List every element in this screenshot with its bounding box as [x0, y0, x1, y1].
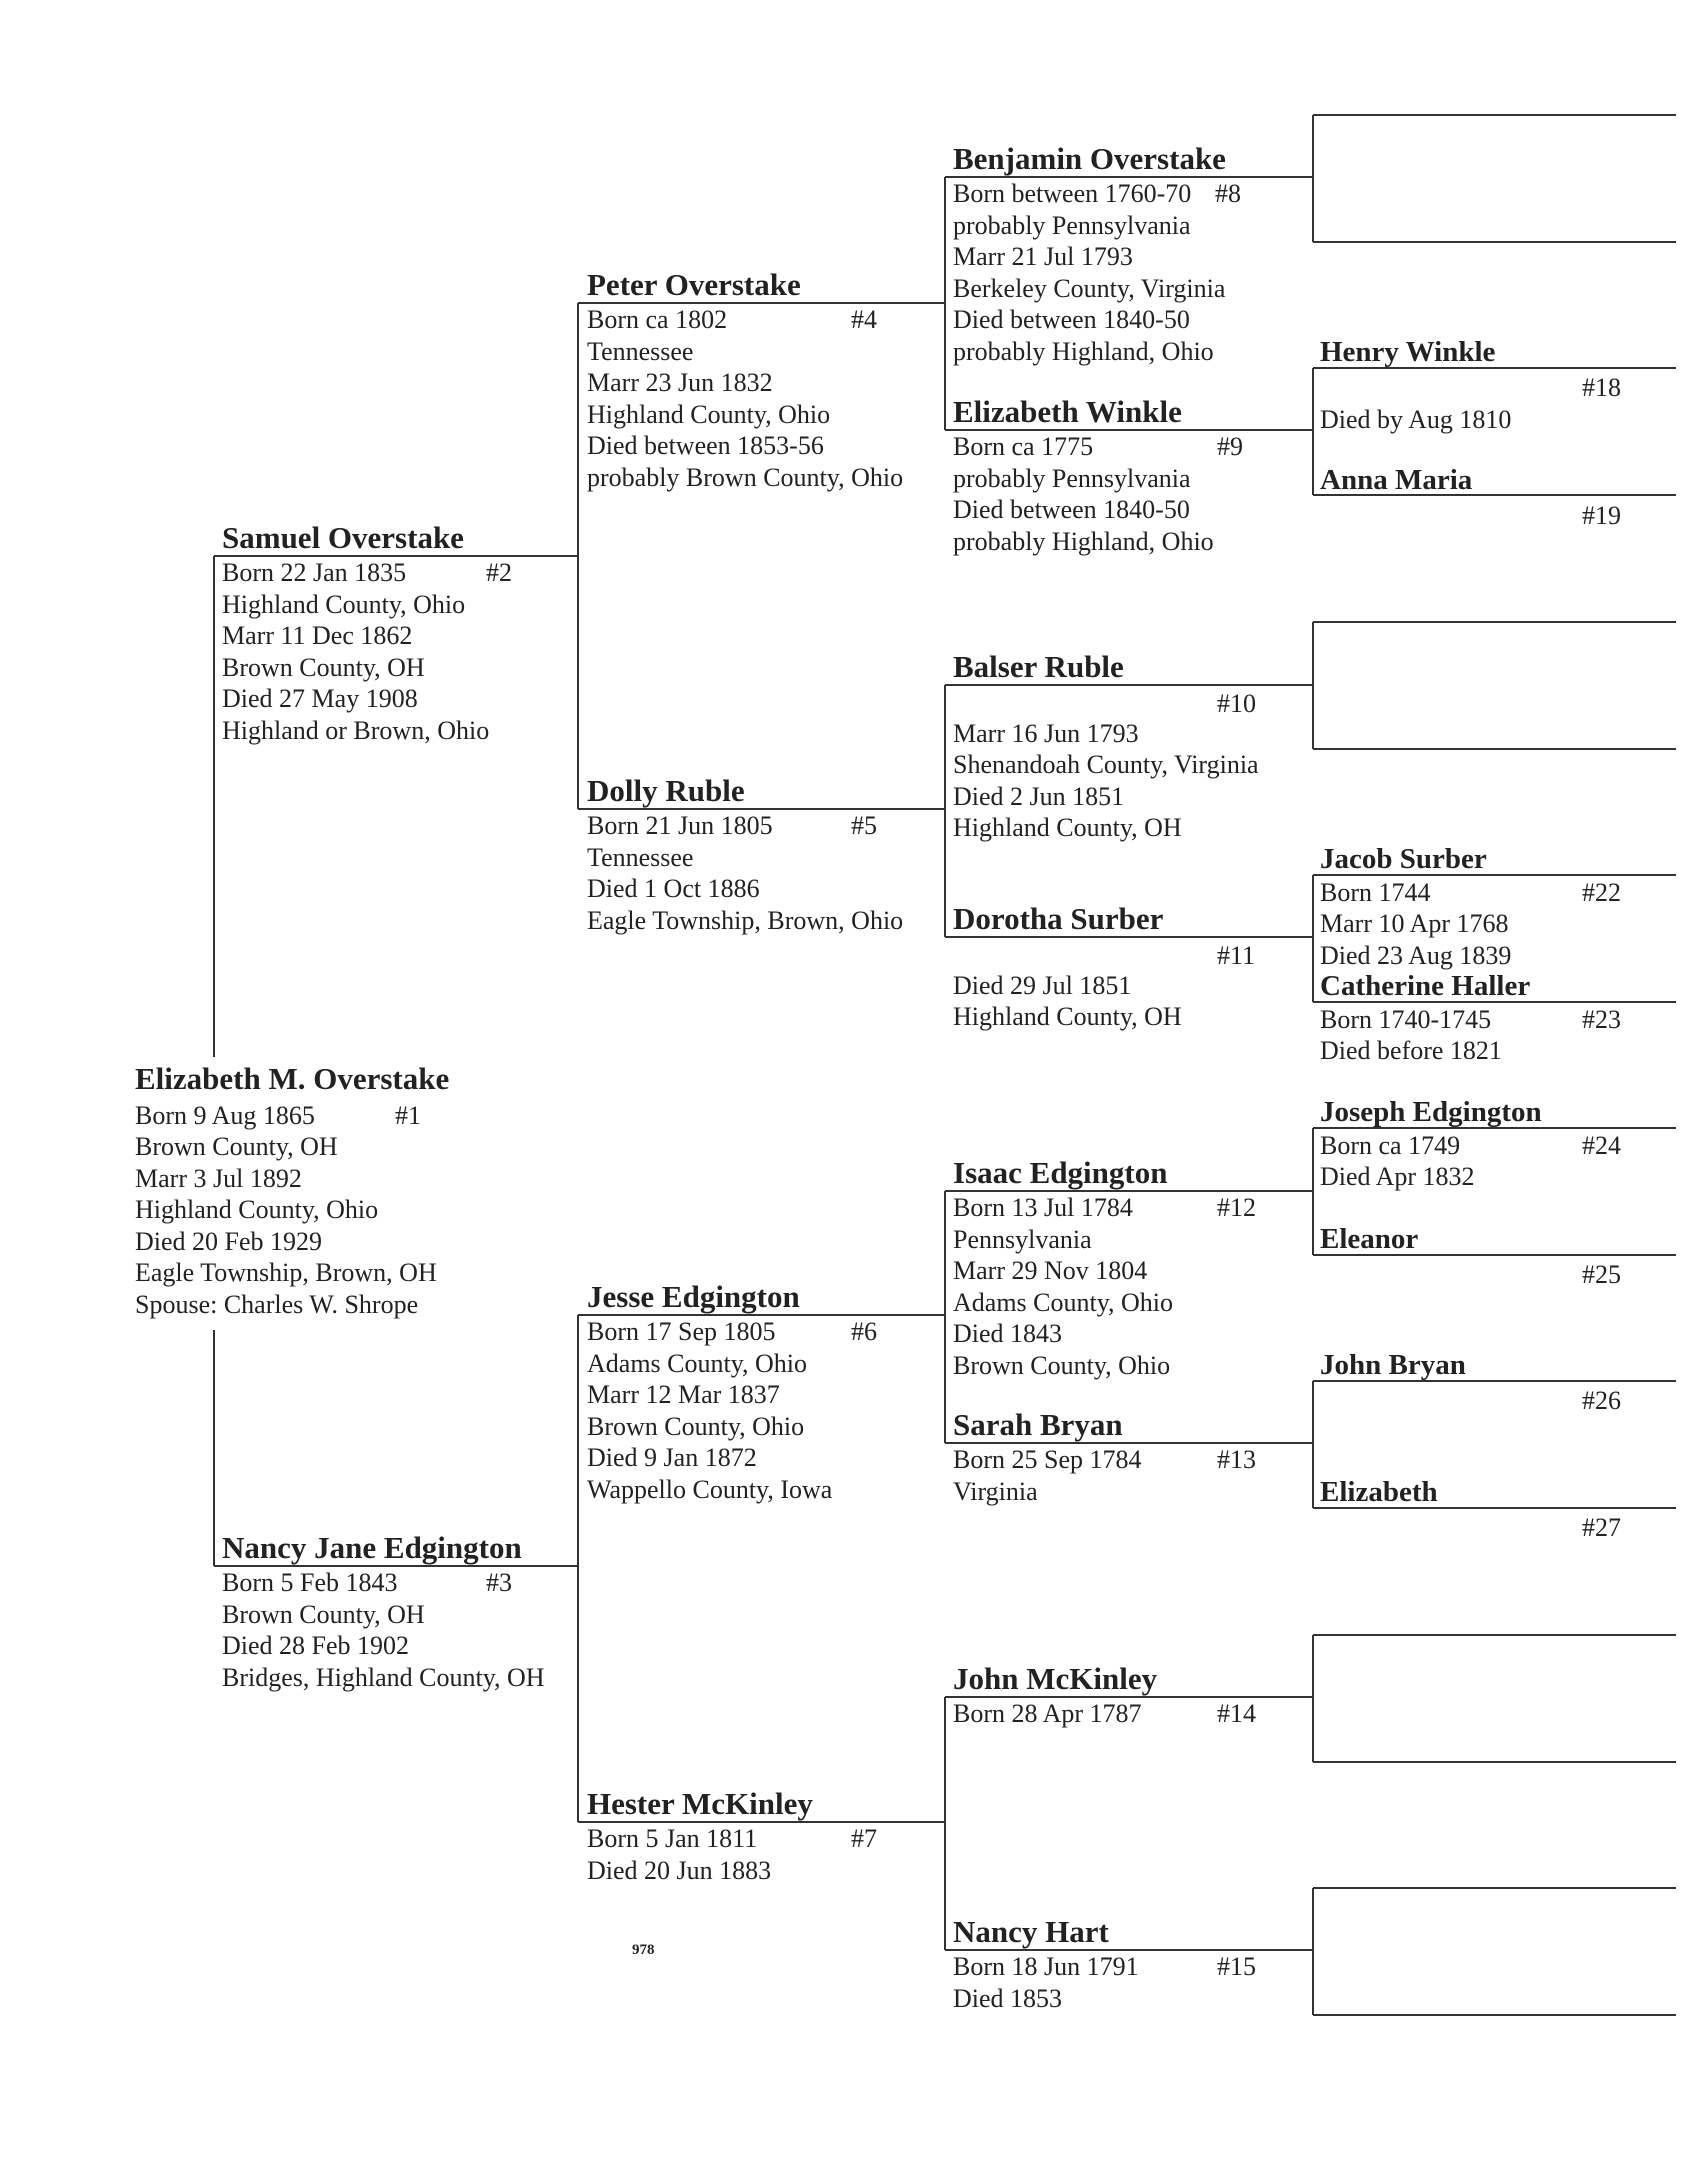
person-4-name: Peter Overstake [587, 267, 801, 302]
person-2-line: Died 27 May 1908 [222, 684, 418, 713]
person-11-number: #11 [1217, 941, 1256, 970]
person-10-line: Died 2 Jun 1851 [953, 782, 1125, 811]
person-26-number: #26 [1582, 1386, 1621, 1415]
person-11-line: Highland County, OH [953, 1002, 1182, 1031]
person-4-line: Died between 1853-56 [587, 431, 824, 460]
person-12-line: Adams County, Ohio [953, 1288, 1174, 1317]
person-2-line: Highland or Brown, Ohio [222, 716, 490, 745]
person-23-line: Died before 1821 [1320, 1036, 1502, 1065]
person-3-line: Born 5 Feb 1843 [222, 1568, 398, 1597]
person-18-line: Died by Aug 1810 [1320, 405, 1512, 434]
person-7-number: #7 [851, 1824, 877, 1853]
person-4-line: Born ca 1802 [587, 305, 728, 334]
person-22-number: #22 [1582, 878, 1621, 907]
person-9-name: Elizabeth Winkle [953, 394, 1182, 429]
person-12-line: Marr 29 Nov 1804 [953, 1256, 1148, 1285]
person-13-line: Born 25 Sep 1784 [953, 1445, 1142, 1474]
person-6-name: Jesse Edgington [587, 1279, 800, 1314]
page-number: 978 [632, 1942, 655, 1958]
person-12-line: Born 13 Jul 1784 [953, 1193, 1133, 1222]
person-15-name: Nancy Hart [953, 1914, 1109, 1949]
person-19-name: Anna Maria [1320, 464, 1473, 496]
person-26-name: John Bryan [1320, 1349, 1466, 1381]
person-8-line: Berkeley County, Virginia [953, 274, 1226, 303]
person-1-line: Born 9 Aug 1865 [135, 1101, 315, 1130]
person-2-line: Brown County, OH [222, 653, 425, 682]
person-6-line: Adams County, Ohio [587, 1349, 808, 1378]
person-3-line: Bridges, Highland County, OH [222, 1663, 545, 1692]
person-5-line: Eagle Township, Brown, Ohio [587, 906, 904, 935]
person-9-line: Died between 1840-50 [953, 495, 1190, 524]
person-18-name: Henry Winkle [1320, 336, 1496, 368]
person-8-line: Born between 1760-70 [953, 179, 1192, 208]
person-9-line: Born ca 1775 [953, 432, 1094, 461]
person-11-name: Dorotha Surber [953, 901, 1164, 936]
person-3-number: #3 [486, 1568, 512, 1597]
person-1-line: Died 20 Feb 1929 [135, 1227, 323, 1256]
person-24-line: Born ca 1749 [1320, 1131, 1461, 1160]
person-10-line: Highland County, OH [953, 813, 1182, 842]
person-24-number: #24 [1582, 1131, 1621, 1160]
person-2-line: Born 22 Jan 1835 [222, 558, 407, 587]
person-1-line: Highland County, Ohio [135, 1195, 379, 1224]
person-15-line: Born 18 Jun 1791 [953, 1952, 1139, 1981]
person-2-name: Samuel Overstake [222, 520, 464, 555]
person-1-line: Brown County, OH [135, 1132, 338, 1161]
person-12-number: #12 [1217, 1193, 1256, 1222]
person-2-number: #2 [486, 558, 512, 587]
person-5-number: #5 [851, 811, 877, 840]
person-7-line: Died 20 Jun 1883 [587, 1856, 772, 1885]
person-4-line: Highland County, Ohio [587, 400, 831, 429]
person-8-line: Marr 21 Jul 1793 [953, 242, 1133, 271]
person-5-line: Born 21 Jun 1805 [587, 811, 773, 840]
person-10-number: #10 [1217, 689, 1256, 718]
person-10-name: Balser Ruble [953, 649, 1124, 684]
person-25-name: Eleanor [1320, 1223, 1419, 1255]
person-27-number: #27 [1582, 1513, 1621, 1542]
person-3-line: Died 28 Feb 1902 [222, 1631, 410, 1660]
person-7-line: Born 5 Jan 1811 [587, 1824, 758, 1853]
person-15-line: Died 1853 [953, 1984, 1063, 2013]
person-6-line: Brown County, Ohio [587, 1412, 805, 1441]
person-24-name: Joseph Edgington [1320, 1096, 1542, 1128]
person-23-name: Catherine Haller [1320, 970, 1531, 1002]
person-4-number: #4 [851, 305, 877, 334]
person-12-line: Died 1843 [953, 1319, 1063, 1348]
person-23-line: Born 1740-1745 [1320, 1005, 1492, 1034]
person-14-line: Born 28 Apr 1787 [953, 1699, 1142, 1728]
person-4-line: Marr 23 Jun 1832 [587, 368, 773, 397]
person-5-line: Died 1 Oct 1886 [587, 874, 760, 903]
person-27-name: Elizabeth [1320, 1476, 1438, 1508]
person-12-line: Pennsylvania [953, 1225, 1092, 1254]
person-9-line: probably Highland, Ohio [953, 527, 1214, 556]
person-9-line: probably Pennsylvania [953, 464, 1191, 493]
person-2-line: Marr 11 Dec 1862 [222, 621, 413, 650]
person-19-number: #19 [1582, 501, 1621, 530]
person-10-line: Marr 16 Jun 1793 [953, 719, 1139, 748]
person-22-line: Marr 10 Apr 1768 [1320, 909, 1509, 938]
person-6-number: #6 [851, 1317, 877, 1346]
person-25-number: #25 [1582, 1260, 1621, 1289]
person-5-name: Dolly Ruble [587, 773, 745, 808]
person-13-name: Sarah Bryan [953, 1407, 1123, 1442]
person-14-number: #14 [1217, 1699, 1256, 1728]
person-2-line: Highland County, Ohio [222, 590, 466, 619]
person-7-name: Hester McKinley [587, 1786, 813, 1821]
person-23-number: #23 [1582, 1005, 1621, 1034]
person-1-name: Elizabeth M. Overstake [135, 1061, 450, 1096]
person-6-line: Marr 12 Mar 1837 [587, 1380, 780, 1409]
person-12-line: Brown County, Ohio [953, 1351, 1171, 1380]
person-8-number: #8 [1215, 179, 1241, 208]
person-13-line: Virginia [953, 1477, 1038, 1506]
person-22-line: Died 23 Aug 1839 [1320, 941, 1512, 970]
person-5-line: Tennessee [587, 843, 694, 872]
person-4-line: Tennessee [587, 337, 694, 366]
person-4-line: probably Brown County, Ohio [587, 463, 904, 492]
person-15-number: #15 [1217, 1952, 1256, 1981]
person-1-line: Eagle Township, Brown, OH [135, 1258, 437, 1287]
person-18-number: #18 [1582, 373, 1621, 402]
person-8-line: Died between 1840-50 [953, 305, 1190, 334]
person-12-name: Isaac Edgington [953, 1155, 1168, 1190]
person-6-line: Wappello County, Iowa [587, 1475, 833, 1504]
person-8-line: probably Highland, Ohio [953, 337, 1214, 366]
person-3-name: Nancy Jane Edgington [222, 1530, 522, 1565]
person-10-line: Shenandoah County, Virginia [953, 750, 1259, 779]
person-1-line: Marr 3 Jul 1892 [135, 1164, 302, 1193]
person-24-line: Died Apr 1832 [1320, 1162, 1475, 1191]
person-22-line: Born 1744 [1320, 878, 1431, 907]
person-8-line: probably Pennsylvania [953, 211, 1191, 240]
person-1-line: Spouse: Charles W. Shrope [135, 1290, 419, 1319]
person-8-name: Benjamin Overstake [953, 141, 1226, 176]
person-9-number: #9 [1217, 432, 1243, 461]
person-6-line: Born 17 Sep 1805 [587, 1317, 776, 1346]
person-6-line: Died 9 Jan 1872 [587, 1443, 757, 1472]
person-13-number: #13 [1217, 1445, 1256, 1474]
person-1-number: #1 [395, 1101, 421, 1130]
person-11-line: Died 29 Jul 1851 [953, 971, 1132, 1000]
person-3-line: Brown County, OH [222, 1600, 425, 1629]
person-14-name: John McKinley [953, 1661, 1158, 1696]
person-22-name: Jacob Surber [1320, 843, 1487, 875]
